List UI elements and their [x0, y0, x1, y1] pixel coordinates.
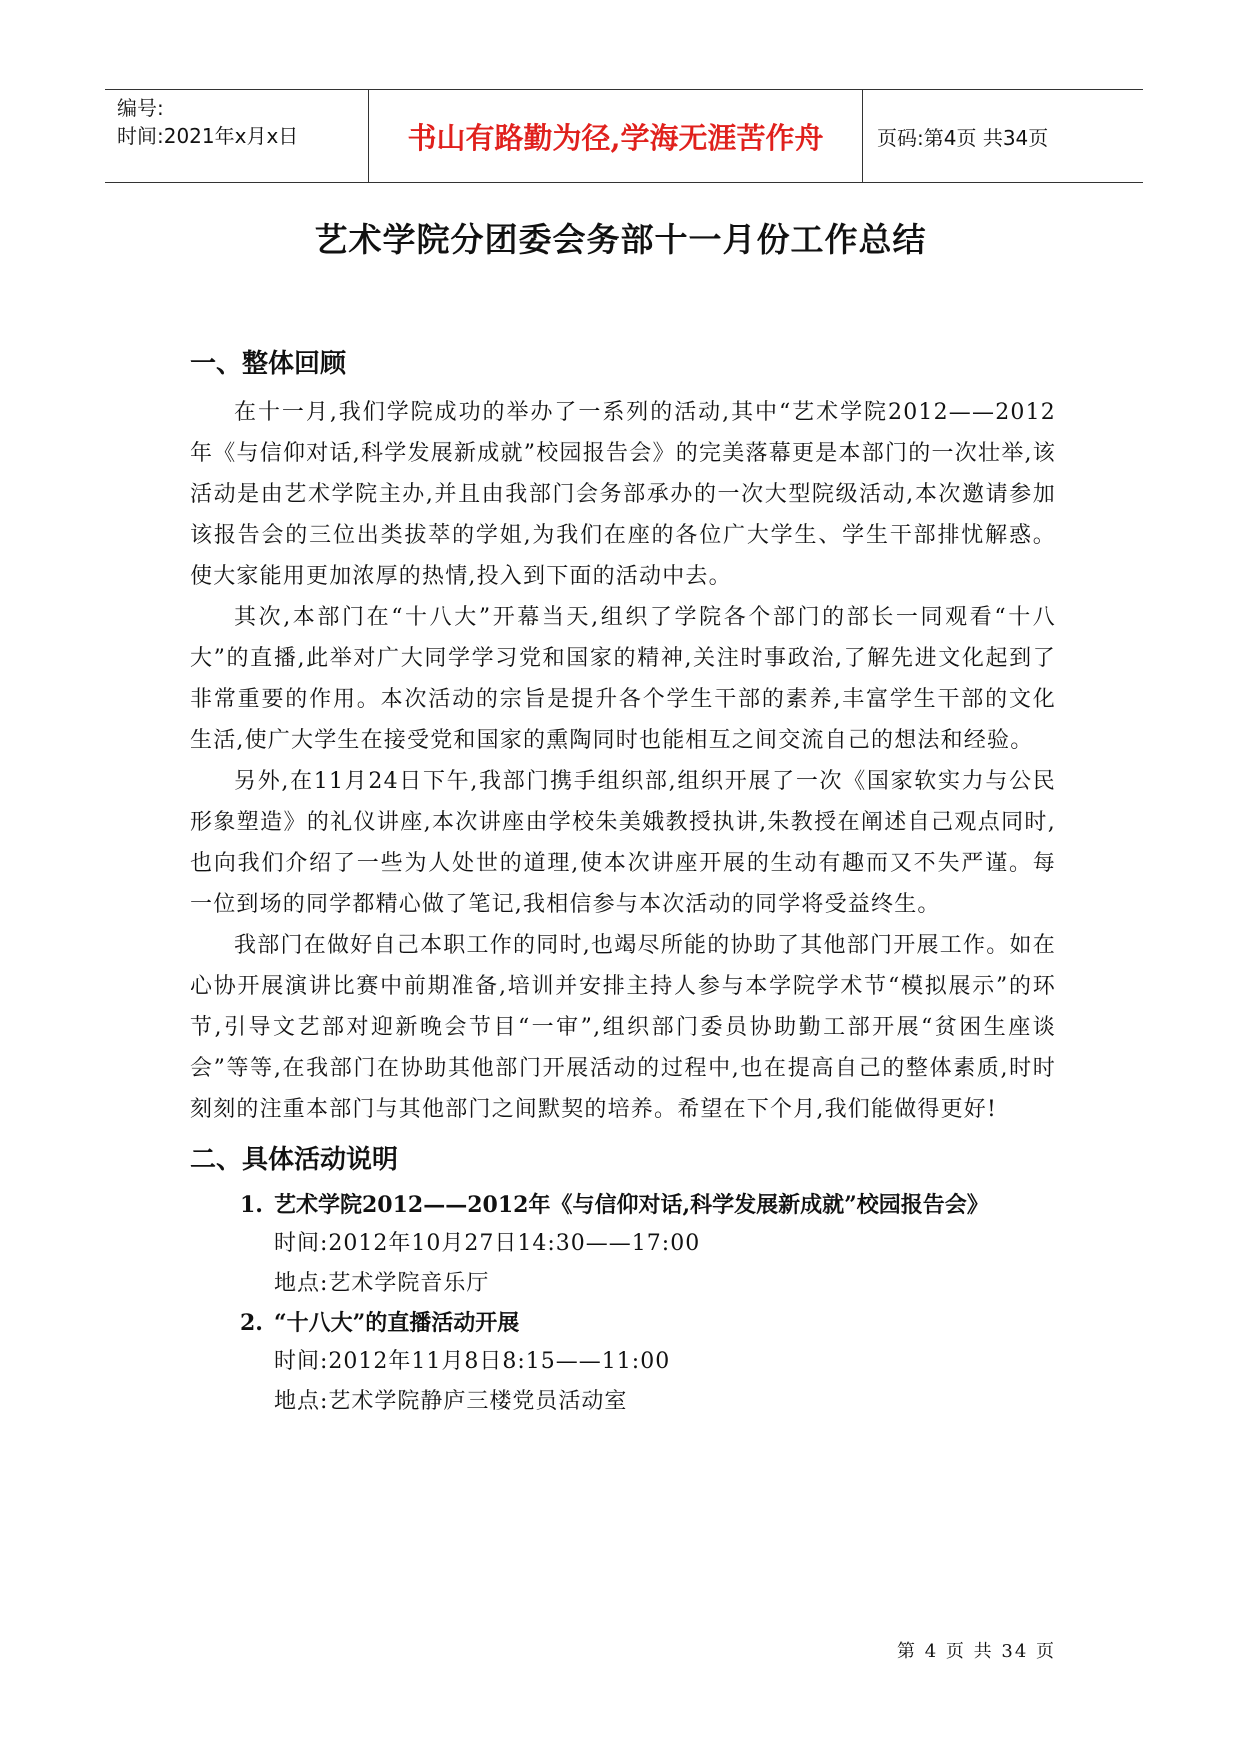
- activity-item: [240, 1186, 1056, 1304]
- header-table: [105, 89, 1143, 183]
- time-label: 时间:2021年x月x日: [117, 124, 299, 148]
- activity-item: [240, 1304, 1056, 1422]
- activity-time: 时间:2012年10月27日14:30——17:00: [274, 1231, 701, 1256]
- paragraph: 我部门在做好自己本职工作的同时,也竭尽所能的协助了其他部门开展工作。如在心协开展演讲比赛中前期准备,培训并安排主持人参与本学院学术节“模拟展示”的环节,引导文艺部对迎新晚会节目“一审”,组织部门委员协助勤工部开展“贫困生座谈会”等等,在我部门在协助其他部门开展活动的过程中,也在提高自己的整体素质,时时刻刻的注重本部门与其他部门之间默契的培养。希望在下个月,我们能做得更好!: [190, 933, 1056, 1122]
- activity-place: 地点:艺术学院音乐厅: [274, 1271, 490, 1296]
- section-heading-overview: 一、整体回顾: [190, 349, 347, 379]
- section-heading-activities: 二、具体活动说明: [190, 1145, 399, 1175]
- activity-time: 时间:2012年11月8日8:15——11:00: [274, 1349, 671, 1374]
- paragraph: 另外,在11月24日下午,我部门携手组织部,组织开展了一次《国家软实力与公民形象塑造》的礼仪讲座,本次讲座由学校朱美娥教授执讲,朱教授在阐述自己观点同时,也向我们介绍了一些为人处世的道理,使本次讲座开展的生动有趣而又不失严谨。每一位到场的同学都精心做了笔记,我相信参与本次活动的同学将受益终生。: [190, 769, 1056, 917]
- activity-number: 2.: [240, 1310, 263, 1336]
- document-title: 艺术学院分团委会务部十一月份工作总结: [314, 220, 927, 259]
- number-label: 编号:: [117, 96, 164, 120]
- paragraph: 在十一月,我们学院成功的举办了一系列的活动,其中“艺术学院2012——2012年《与信仰对话,科学发展新成就”校园报告会》的完美落幕更是本部门的一次壮举,该活动是由艺术学院主办,并且由我部门会务部承办的一次大型院级活动,本次邀请参加该报告会的三位出类拔萃的学姐,为我们在座的各位广大学生、学生干部排忧解惑。使大家能用更加浓厚的热情,投入到下面的活动中去。: [190, 400, 1056, 589]
- page-footer: 第 4 页 共 34 页: [897, 1641, 1056, 1662]
- header-info-cell: [105, 90, 369, 182]
- activity-number: 1.: [240, 1192, 263, 1218]
- activity-title: “十八大”的直播活动开展: [274, 1310, 520, 1336]
- header-motto: 书山有路勤为径,学海无涯苦作舟: [369, 90, 863, 182]
- paragraph: 其次,本部门在“十八大”开幕当天,组织了学院各个部门的部长一同观看“十八大”的直播,此举对广大同学学习党和国家的精神,关注时事政治,了解先进文化起到了非常重要的作用。本次活动的宗旨是提升各个学生干部的素养,丰富学生干部的文化生活,使广大学生在接受党和国家的熏陶同时也能相互之间交流自己的想法和经验。: [190, 605, 1056, 753]
- document-body: [190, 344, 1056, 1422]
- activity-title: 艺术学院2012——2012年《与信仰对话,科学发展新成就”校园报告会》: [274, 1192, 989, 1218]
- header-page-label: 页码:第4页 共34页: [877, 125, 1049, 150]
- activity-place: 地点:艺术学院静庐三楼党员活动室: [274, 1389, 628, 1414]
